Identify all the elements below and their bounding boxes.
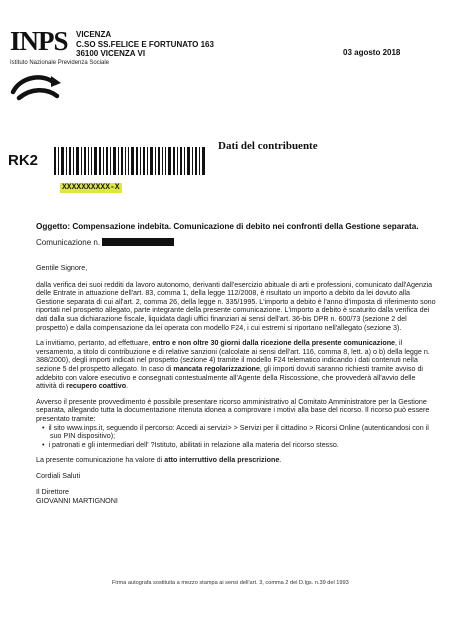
rk2-code: RK2 [8,152,39,169]
payment-text-a: La invitiamo, pertanto, ad effettuare, [36,339,151,348]
paragraph-payment [36,339,438,391]
greeting: Gentile Signore, [36,264,88,272]
subject-line [36,222,438,231]
signature-note: Firma autografa sostituita a mezzo stampa ai sensi dell'art. 3, comma 2 del D.lgs. n.39 del 1993 [112,580,349,586]
subject-text: Compensazione indebita. Comunicazione di debito nei confronti della Gestione separata. [72,222,419,231]
payment-text-h: . [126,382,129,391]
prescription-bold: atto interruttivo della prescrizione [164,456,280,465]
paragraph-prescription [36,456,438,465]
appeal-bullet-online: • il sito www.inps.it, seguendo il percorso: Accedi ai servizi> > Servizi per il cittadino > Ricorsi Online (autenticandosi con il suo PIN dispositivo); [42,423,429,441]
payment-mancata: mancata regolarizzazione [173,364,260,373]
prescription-text-c: . [279,456,282,465]
paragraph-appeal: Avverso il presente provvedimento è possibile presentare ricorso amministrativo al Comitato Amministratore per la Gestione separata, allegando tutta la documentazione ritenuta idonea a comprovare i motivi alla base del ricorso. Il ricorso può essere presentato tramite: [36,397,430,423]
office-postal: 36100 VICENZA VI [76,49,146,58]
barcode-image [54,147,208,175]
paragraph-debt: dalla verifica dei suoi redditi da lavoro autonomo, derivanti dall'esercizio abituale di arti e professioni, comunicato dall'Agenzia delle Entrate in attuazione dell'art. 83, comma 1, della legge 112/2008, è risultato un importo a debito da lei dovuto alla Gestione separata di cui all'art. 2, comma 26, della legge n. 335/1995. L'importo a debito è l'anno d'imposta di riferimento sono riportati nel prospetto allegato, parte integrante della presente comunicazione. L'importo a debito è scaturito dalla verifica dei dati dalla sua dichiarazione fiscale, liquidata dagli uffici finanziari ai sensi dell'art. 36-bis DPR n. 600/73 (sezione 2 del prospetto) e dalla compensazione da lei operata con modello F24, i cui estremi si riportano nell'allegato (sezione 3). [36,280,436,332]
appeal-bullet-patronati: • i patronati e gli intermediari dell' ?Istituto, abilitati in relazione alla materia del ricorso stesso. [42,440,339,449]
payment-text-c: , il versamento, a titolo di contribuzione e di relative sanzioni (calcolate ai sensi dell'art. 116, comma 8, lett. a) o b) della legge n. 388/2000), degli importi indicati nel prospetto (sezione 4) tramite il modello F24 telematico indicando i dati contenuti nella sezione 5 del prospetto allegato. [36,339,430,373]
appeal-bullet-online-text: il sito www.inps.it, seguendo il percorso: Accedi ai servizi> > Servizi per il cittadino > Ricorsi Online (autenticandosi con il suo PIN dispositivo); [48,423,429,441]
inps-logo-text: INPS [10,26,68,56]
appeal-bullet-patronati-text: i patronati e gli intermediari dell' ?Istituto, abilitati in relazione alla materia del ricorso stesso. [48,440,339,449]
payment-text-d: In caso di [140,364,172,373]
institute-name: Istituto Nazionale Previdenza Sociale [10,60,110,66]
prescription-text-a: La presente comunicazione ha valore di [36,456,163,465]
payment-deadline: entro e non oltre 30 giorni dalla ricezione della presente comunicazione [152,339,396,348]
recipient-title: Dati del contribuente [218,140,318,152]
redaction-bar [102,238,174,246]
payment-text-f: , gli importi dovuti saranno richiesti tramite avviso di addebito con valore esecutivo e consegnati contestualmente all'Agente della Riscossione, che provvederà all'avvio delle attività di [36,364,423,391]
signer-name: GIOVANNI MARTIGNONI [36,497,118,506]
closing: Cordiali Saluti [36,471,81,480]
office-street: C.SO SS.FELICE E FORTUNATO 163 [76,39,214,49]
communication-label: Comunicazione n. [36,238,101,247]
signer-role: Il Direttore [36,488,69,497]
letter-date: 03 agosto 2018 [343,48,401,57]
communication-number [36,238,174,247]
fiscal-code-highlight: XXXXXXXXXX-X [62,183,120,192]
payment-recupero: recupero coattivo [66,382,127,391]
subject-label: Oggetto: [36,222,71,231]
office-address [76,30,214,59]
letter-body [36,264,438,506]
office-city: VICENZA [76,30,112,39]
inps-logo-icon [9,72,67,102]
